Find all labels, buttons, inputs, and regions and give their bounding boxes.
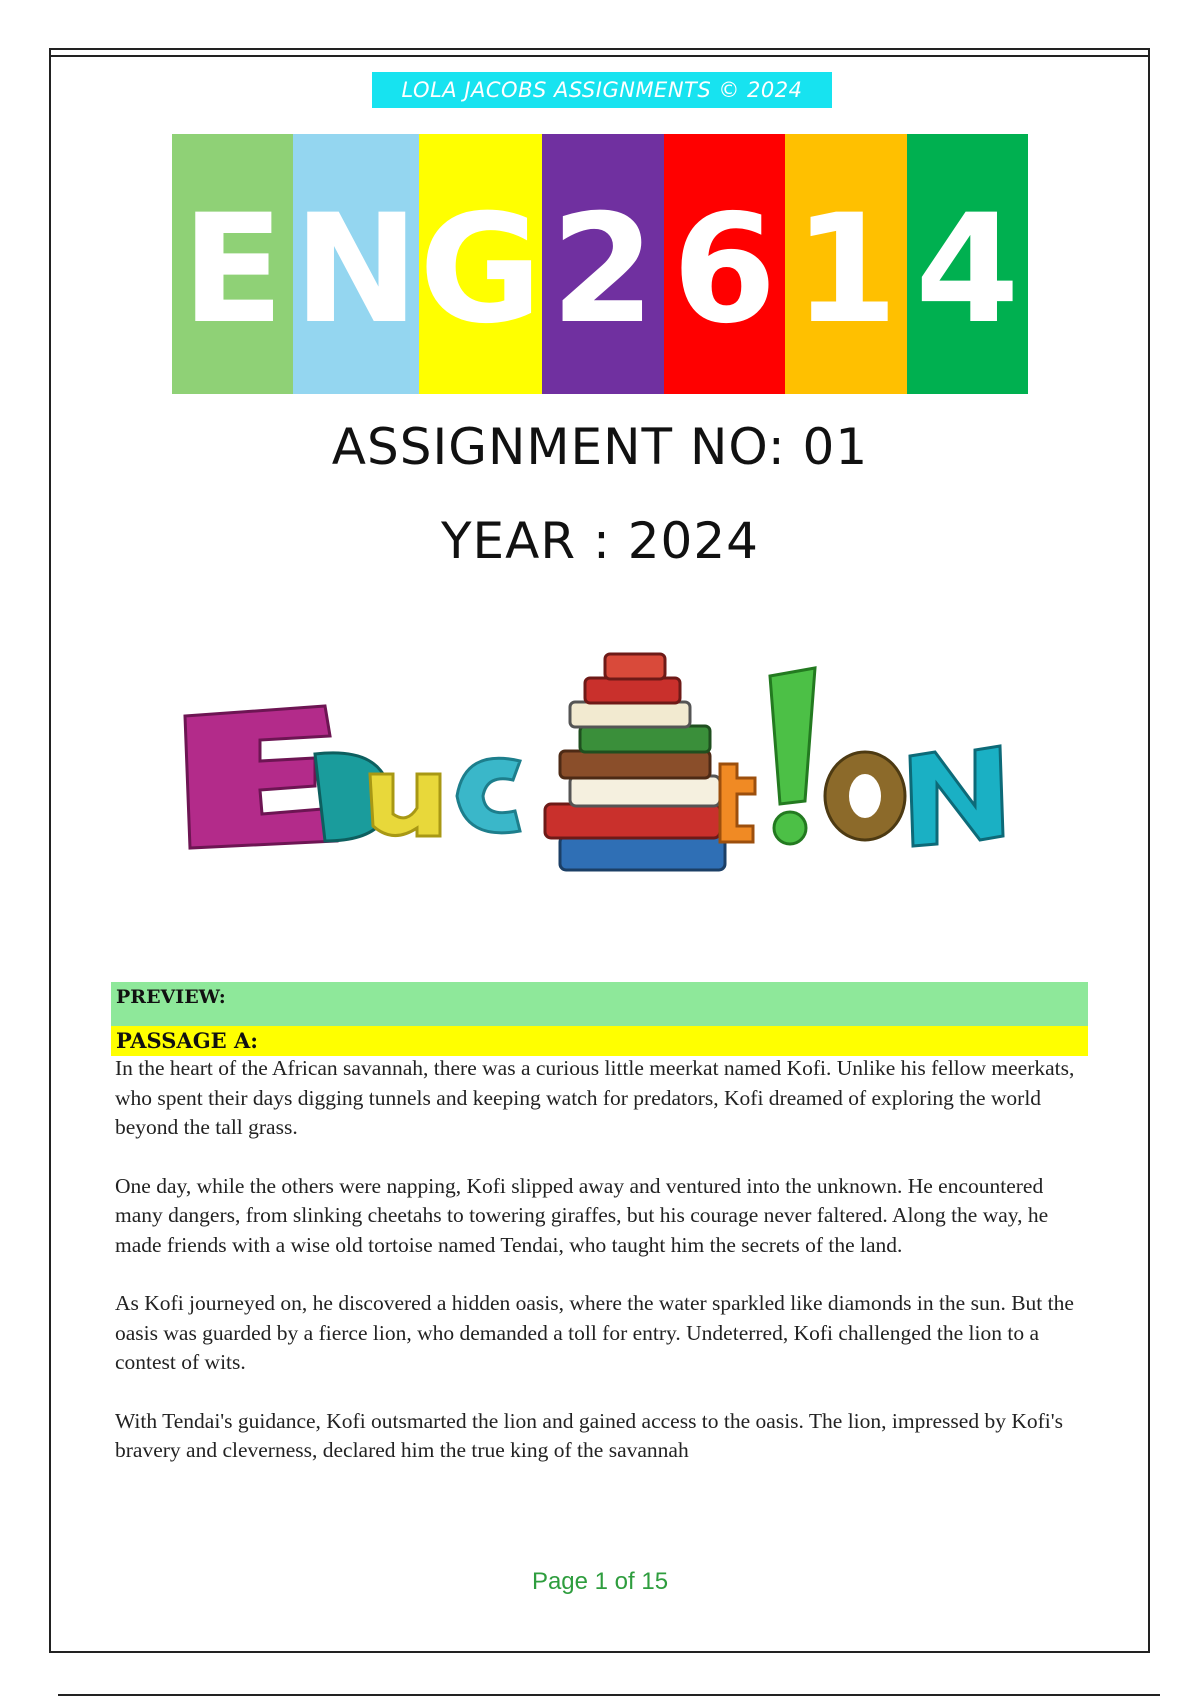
passage-paragraph-1: In the heart of the African savannah, there was a curious little meerkat named Kofi. Unlike his fellow meerkats, who spent their days digging tunnels and keeping watch for predators, Kofi dreamed of exploring the world beyond the tall grass. [115, 1056, 1075, 1139]
passage-paragraph-2: One day, while the others were napping, Kofi slipped away and ventured into the unknown. He encountered many dangers, from slinking cheetahs to towering giraffes, but his courage never faltered. Along the way, he made friends with a wise old tortoise named Tendai, who taught him the secrets of the land. [115, 1173, 1049, 1257]
passage-heading: PASSAGE A: [111, 1026, 1088, 1056]
banner-column-1 [172, 134, 293, 394]
passage-body [115, 1054, 1090, 1495]
passage-paragraph-3: As Kofi journeyed on, he discovered a hidden oasis, where the water sparkled like diamonds in the sun. But the oasis was guarded by a fierce lion, who demanded a toll for entry. Undeterred, Kofi challenged the lion to a contest of wits. [115, 1291, 1074, 1374]
banner-char-6: 1 [793, 183, 898, 357]
banner-column-4 [542, 134, 663, 394]
banner-char-5: 6 [672, 183, 777, 357]
banner-column-6 [785, 134, 906, 394]
education-books-logo-icon [165, 636, 1035, 906]
banner-char-1: E [181, 183, 284, 357]
banner-char-7: 4 [915, 183, 1020, 357]
banner-column-7 [907, 134, 1028, 394]
banner-char-2: N [293, 183, 420, 357]
author-badge: LOLA JACOBS ASSIGNMENTS © 2024 [372, 72, 832, 108]
course-code-banner [172, 134, 1028, 394]
banner-char-4: 2 [550, 183, 656, 357]
bottom-rule [58, 1694, 1160, 1696]
banner-char-3: G [419, 183, 543, 357]
top-rule [51, 55, 1148, 57]
assignment-year: YEAR : 2024 [441, 512, 759, 570]
banner-column-5 [664, 134, 785, 394]
assignment-number: ASSIGNMENT NO: 01 [331, 418, 869, 476]
page-number: Page 1 of 15 [531, 1568, 669, 1595]
passage-paragraph-4: With Tendai's guidance, Kofi outsmarted the lion and gained access to the oasis. The lion, impressed by Kofi's bravery and cleverness, declared him the true king of the savannah [115, 1408, 1063, 1462]
banner-column-3 [419, 134, 542, 394]
banner-column-2 [293, 134, 419, 394]
preview-heading: PREVIEW: [111, 982, 1088, 1026]
